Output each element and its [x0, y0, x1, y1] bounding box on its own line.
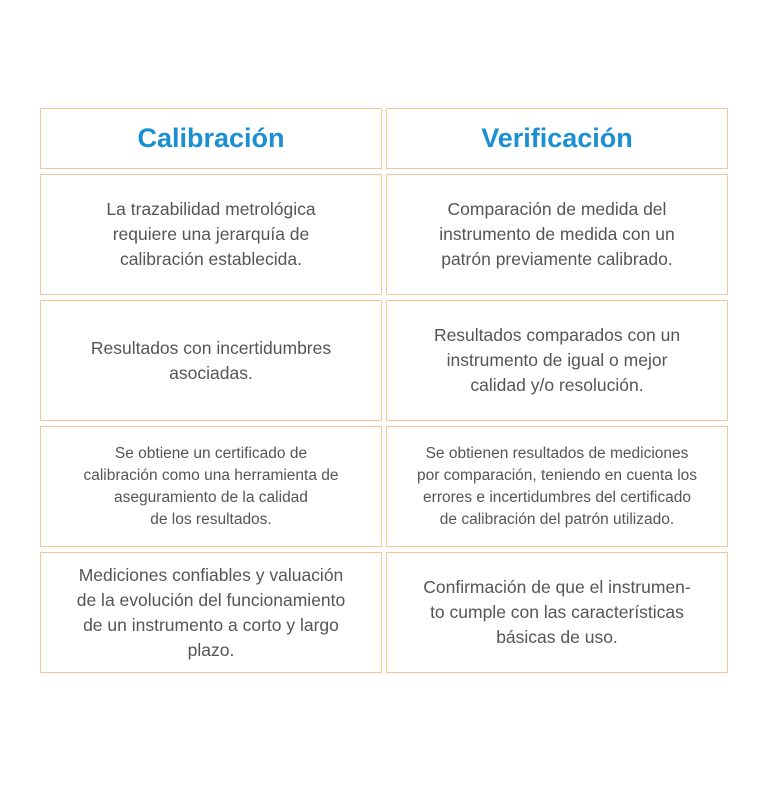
verificacion-row-1: Comparación de medida del instrumento de medida con un patrón previamente calibrado. — [386, 174, 728, 295]
comparison-table — [40, 108, 728, 673]
verificacion-row-2: Resultados comparados con un instrumento de igual o mejor calidad y/o resolución. — [386, 300, 728, 421]
calibracion-row-4: Mediciones confiables y valuación de la evolución del funcionamiento de un instrumento a corto y largo plazo. — [40, 552, 382, 673]
verificacion-row-4: Confirmación de que el instrumen- to cumple con las características básicas de uso. — [386, 552, 728, 673]
verificacion-row-3: Se obtienen resultados de mediciones por comparación, teniendo en cuenta los errores e incertidumbres del certificado de calibración del patrón utilizado. — [386, 426, 728, 547]
calibracion-row-2: Resultados con incertidumbres asociadas. — [40, 300, 382, 421]
header-calibracion: Calibración — [40, 108, 382, 169]
calibracion-row-1: La trazabilidad metrológica requiere una jerarquía de calibración establecida. — [40, 174, 382, 295]
header-verificacion: Verificación — [386, 108, 728, 169]
calibracion-row-3: Se obtiene un certificado de calibración como una herramienta de aseguramiento de la calidad de los resultados. — [40, 426, 382, 547]
